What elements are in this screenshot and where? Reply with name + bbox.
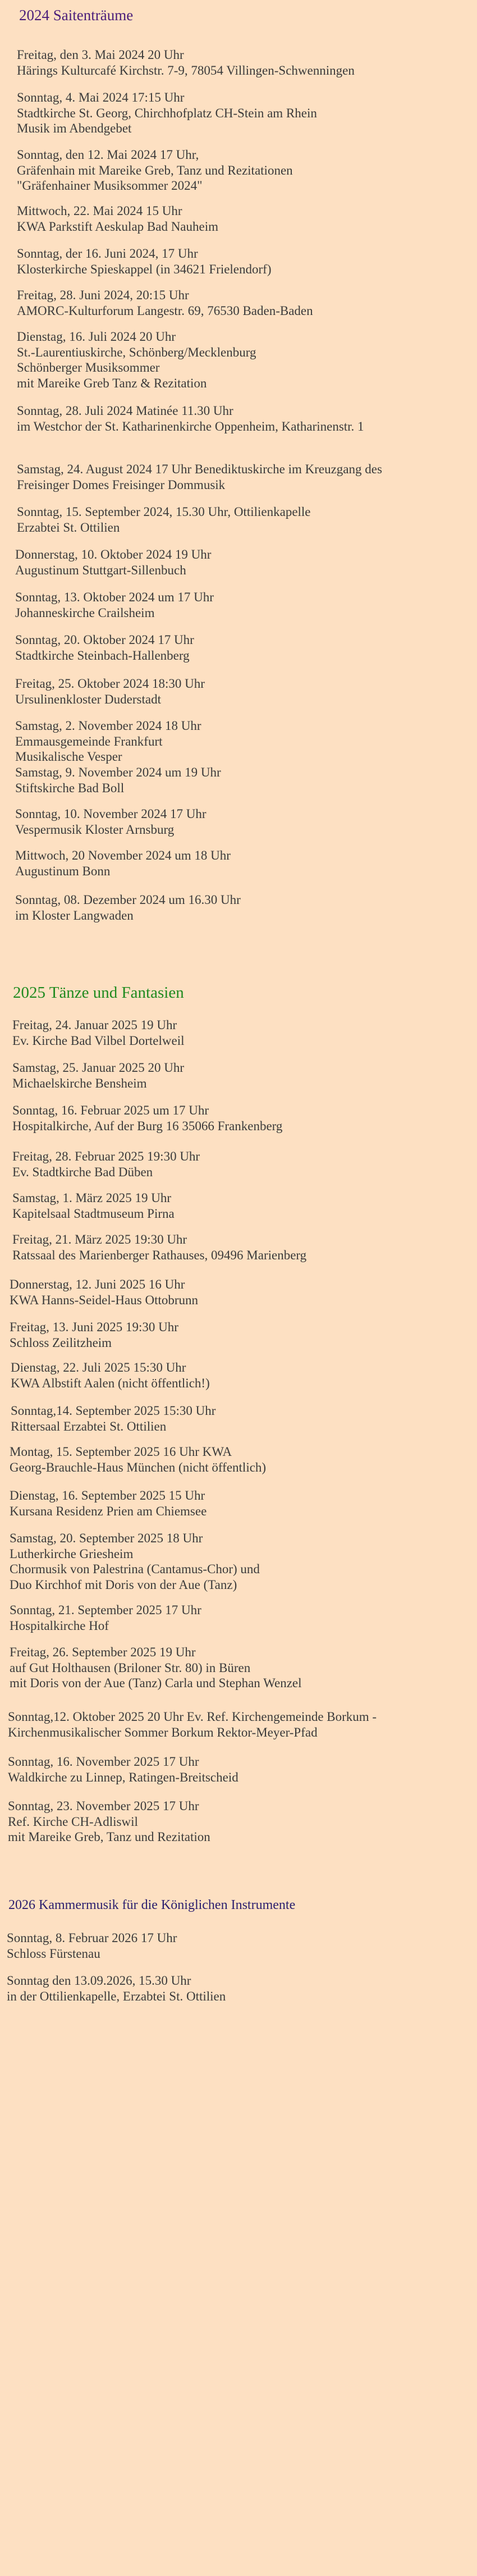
concert-entry xyxy=(7,1973,226,2004)
concert-detail: Erzabtei St. Ottilien xyxy=(17,520,120,535)
concert-entry xyxy=(12,1190,175,1221)
concert-date: Samstag, 9. November 2024 um 19 Uhr xyxy=(15,765,221,779)
concert-entry xyxy=(12,1103,282,1134)
concert-detail: Ref. Kirche CH-Adliswil xyxy=(8,1814,138,1829)
concert-detail: Kirchenmusikalischer Sommer Borkum Rektor-Meyer-Pfad xyxy=(8,1725,318,1739)
concert-date: Freitag, 21. März 2025 19:30 Uhr xyxy=(12,1232,187,1246)
concert-detail: Johanneskirche Crailsheim xyxy=(15,605,155,620)
concert-detail: Gräfenhain mit Mareike Greb, Tanz und Rezitationen xyxy=(17,163,293,177)
concert-entry xyxy=(15,547,211,578)
concert-date: Freitag, 24. Januar 2025 19 Uhr xyxy=(12,1018,177,1032)
concert-entry xyxy=(10,1488,207,1519)
concert-detail: Ev. Stadtkirche Bad Düben xyxy=(12,1164,153,1179)
concert-date: Freitag, 25. Oktober 2024 18:30 Uhr xyxy=(15,677,205,691)
concert-detail: Michaelskirche Bensheim xyxy=(12,1076,147,1090)
concert-date: Sonntag, 10. November 2024 17 Uhr xyxy=(15,807,207,821)
concert-detail: Emmausgemeinde Frankfurt xyxy=(15,734,163,748)
concert-entry xyxy=(10,1602,201,1633)
concert-entry xyxy=(15,632,194,663)
concert-detail: Rittersaal Erzabtei St. Ottilien xyxy=(11,1419,167,1433)
concert-date: Sonntag, 28. Juli 2024 Matinée 11.30 Uhr xyxy=(17,404,233,418)
concert-detail: Kapitelsaal Stadtmuseum Pirna xyxy=(12,1206,175,1221)
concert-date: Sonntag, den 12. Mai 2024 17 Uhr, xyxy=(17,148,199,162)
concert-entry xyxy=(17,462,382,492)
concert-detail: Schloss Zeilitzheim xyxy=(10,1335,112,1350)
concert-entry xyxy=(12,1060,184,1091)
concert-entry xyxy=(10,1319,178,1350)
concert-date: Sonntag, 16. November 2025 17 Uhr xyxy=(8,1755,199,1769)
concert-date: Sonntag, 16. Februar 2025 um 17 Uhr xyxy=(12,1103,209,1117)
concert-detail: Lutherkirche Griesheim xyxy=(10,1546,134,1561)
concert-detail: Musikalische Vesper xyxy=(15,750,122,764)
concert-date: Dienstag, 22. Juli 2025 15:30 Uhr xyxy=(11,1360,186,1374)
concert-date: Sonntag, 08. Dezember 2024 um 16.30 Uhr xyxy=(15,893,241,907)
concert-detail: mit Mareike Greb Tanz & Rezitation xyxy=(17,376,207,390)
concert-date: Sonntag, der 16. Juni 2024, 17 Uhr xyxy=(17,246,198,261)
concert-detail: St.-Laurentiuskirche, Schönberg/Mecklenburg xyxy=(17,345,256,359)
concert-date: Sonntag, 21. September 2025 17 Uhr xyxy=(10,1603,201,1617)
concert-entry xyxy=(15,676,205,707)
concert-detail: Härings Kulturcafé Kirchstr. 7-9, 78054 Villingen-Schwenningen xyxy=(17,63,355,77)
concert-date: Samstag, 20. September 2025 18 Uhr xyxy=(10,1531,203,1545)
concert-entry xyxy=(15,806,207,837)
concert-entry xyxy=(15,718,201,765)
concert-detail: im Kloster Langwaden xyxy=(15,908,134,922)
section-heading: 2026 Kammermusik für die Königlichen Instrumente xyxy=(8,1898,296,1912)
concert-detail: Kursana Residenz Prien am Chiemsee xyxy=(10,1504,207,1518)
concert-detail: Augustinum Bonn xyxy=(15,864,111,878)
concert-date: Sonntag, 23. November 2025 17 Uhr xyxy=(8,1799,199,1813)
concert-date: Samstag, 2. November 2024 18 Uhr xyxy=(15,719,201,733)
concert-date: Freitag, 13. Juni 2025 19:30 Uhr xyxy=(10,1320,178,1334)
concert-entry xyxy=(10,1645,302,1691)
concert-date: Donnerstag, 12. Juni 2025 16 Uhr xyxy=(10,1277,185,1291)
concert-date: Sonntag, 20. Oktober 2024 17 Uhr xyxy=(15,633,194,647)
concert-entry xyxy=(12,1149,200,1180)
concert-detail: Stiftskirche Bad Boll xyxy=(15,780,125,795)
concert-entry xyxy=(17,329,256,391)
concert-entry xyxy=(8,1754,238,1785)
concert-detail: auf Gut Holthausen (Briloner Str. 80) in Büren xyxy=(10,1660,251,1675)
concert-entry xyxy=(17,47,355,78)
concert-date: Dienstag, 16. Juli 2024 20 Uhr xyxy=(17,330,176,344)
concert-detail: Augustinum Stuttgart-Sillenbuch xyxy=(15,563,186,577)
concert-date: Donnerstag, 10. Oktober 2024 19 Uhr xyxy=(15,547,212,561)
concert-entry xyxy=(15,848,231,879)
concert-date: Samstag, 1. März 2025 19 Uhr xyxy=(12,1191,171,1205)
concert-date: Montag, 15. September 2025 16 Uhr KWA xyxy=(10,1445,232,1459)
concert-entry xyxy=(15,892,241,923)
concert-entry xyxy=(15,590,214,620)
concert-date: Freitag, 28. Februar 2025 19:30 Uhr xyxy=(12,1149,200,1163)
concert-date: Sonntag den 13.09.2026, 15.30 Uhr xyxy=(7,1974,191,1988)
concert-detail: Duo Kirchhof mit Doris von der Aue (Tanz) xyxy=(10,1577,237,1592)
concert-detail: Klosterkirche Spieskappel (in 34621 Frielendorf) xyxy=(17,262,272,276)
concert-date: Sonntag,12. Oktober 2025 20 Uhr Ev. Ref. Kirchengemeinde Borkum - xyxy=(8,1710,377,1724)
concert-date: Freitag, den 3. Mai 2024 20 Uhr xyxy=(17,48,184,62)
concert-detail: KWA Parkstift Aeskulap Bad Nauheim xyxy=(17,219,219,234)
concert-detail: Hospitalkirche, Auf der Burg 16 35066 Frankenberg xyxy=(12,1118,283,1133)
concert-date: Sonntag, 15. September 2024, 15.30 Uhr, Ottilienkapelle xyxy=(17,505,311,519)
concert-detail: KWA Hanns-Seidel-Haus Ottobrunn xyxy=(10,1292,199,1307)
concert-date: Mittwoch, 20 November 2024 um 18 Uhr xyxy=(15,848,231,862)
concert-detail: Musik im Abendgebet xyxy=(17,121,132,135)
concert-entry xyxy=(17,403,364,434)
concert-detail: mit Doris von der Aue (Tanz) Carla und Stephan Wenzel xyxy=(10,1676,302,1690)
concert-entry xyxy=(12,1017,184,1048)
concert-date: Sonntag, 8. Februar 2026 17 Uhr xyxy=(7,1931,177,1945)
concert-entry xyxy=(10,1277,198,1308)
concert-detail: Freisinger Domes Freisinger Dommusik xyxy=(17,477,226,492)
concert-date: Sonntag,14. September 2025 15:30 Uhr xyxy=(11,1404,216,1418)
concert-entry xyxy=(11,1403,215,1434)
concert-detail: Schloss Fürstenau xyxy=(7,1946,100,1961)
concert-detail: mit Mareike Greb, Tanz und Rezitation xyxy=(8,1830,210,1844)
concert-detail: Ev. Kirche Bad Vilbel Dortelweil xyxy=(12,1033,185,1048)
concert-detail: Waldkirche zu Linnep, Ratingen-Breitscheid xyxy=(8,1770,238,1784)
concert-entry xyxy=(17,203,218,234)
concert-detail: Stadtkirche St. Georg, Chirchhofplatz CH-Stein am Rhein xyxy=(17,106,317,120)
concert-entry xyxy=(7,1930,177,1961)
concert-date: Samstag, 25. Januar 2025 20 Uhr xyxy=(12,1061,184,1075)
concert-detail: Schönberger Musiksommer xyxy=(17,360,160,374)
concert-detail: AMORC-Kulturforum Langestr. 69, 76530 Baden-Baden xyxy=(17,303,313,318)
concert-entry xyxy=(15,765,221,796)
concert-entry xyxy=(8,1709,377,1740)
section-heading: 2025 Tänze und Fantasien xyxy=(13,984,184,1002)
concert-entry xyxy=(17,287,313,318)
concert-detail: Vespermusik Kloster Arnsburg xyxy=(15,822,175,837)
concert-date: Samstag, 24. August 2024 17 Uhr Benediktuskirche im Kreuzgang des xyxy=(17,462,382,476)
concert-date: Mittwoch, 22. Mai 2024 15 Uhr xyxy=(17,204,182,218)
concert-detail: "Gräfenhainer Musiksommer 2024" xyxy=(17,179,203,193)
concert-date: Freitag, 28. Juni 2024, 20:15 Uhr xyxy=(17,288,189,302)
concert-entry xyxy=(17,147,293,194)
concert-date: Sonntag, 13. Oktober 2024 um 17 Uhr xyxy=(15,590,214,604)
section-heading: 2024 Saitenträume xyxy=(19,7,134,24)
concert-date: Sonntag, 4. Mai 2024 17:15 Uhr xyxy=(17,90,185,104)
concert-detail: im Westchor der St. Katharinenkirche Oppenheim, Katharinenstr. 1 xyxy=(17,419,364,433)
concert-entry xyxy=(10,1444,266,1475)
concert-detail: Ursulinenkloster Duderstadt xyxy=(15,692,161,706)
concert-entry xyxy=(17,90,317,136)
concert-entry xyxy=(17,504,311,535)
concert-detail: in der Ottilienkapelle, Erzabtei St. Ottilien xyxy=(7,1989,226,2003)
concert-detail: KWA Albstift Aalen (nicht öffentlich!) xyxy=(11,1376,210,1390)
concert-detail: Ratssaal des Marienberger Rathauses, 09496 Marienberg xyxy=(12,1248,307,1262)
concert-detail: Georg-Brauchle-Haus München (nicht öffentlich) xyxy=(10,1460,267,1474)
concert-detail: Hospitalkirche Hof xyxy=(10,1618,109,1633)
concert-entry xyxy=(11,1360,210,1391)
concert-entry xyxy=(12,1232,306,1263)
concert-detail: Chormusik von Palestrina (Cantamus-Chor) und xyxy=(10,1562,260,1576)
concert-entry xyxy=(17,246,272,277)
concert-entry xyxy=(8,1798,210,1845)
concert-entry xyxy=(10,1531,260,1592)
concert-date: Dienstag, 16. September 2025 15 Uhr xyxy=(10,1488,205,1502)
concert-detail: Stadtkirche Steinbach-Hallenberg xyxy=(15,648,190,663)
concert-date: Freitag, 26. September 2025 19 Uhr xyxy=(10,1645,196,1659)
